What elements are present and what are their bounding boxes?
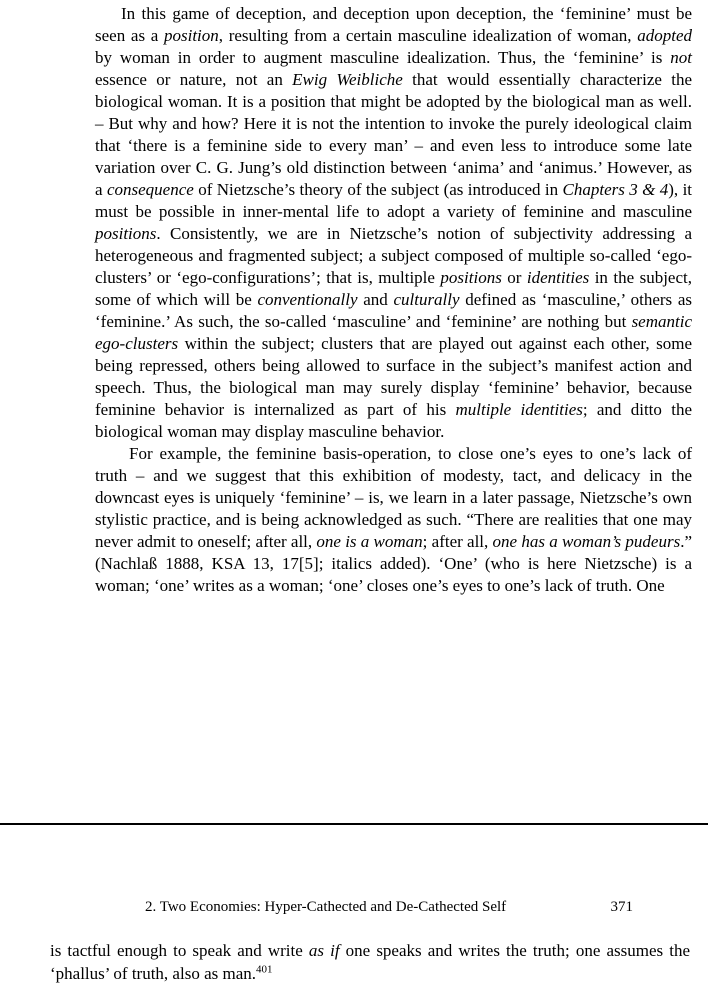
paragraph: For example, the feminine basis-operation, to close one’s eyes to one’s lack of truth – and we suggest that this exhibition of modesty, tact, and delicacy in the downcast eyes is uniquely ‘feminine’ – is, we learn in a later passage, Nietzsche’s own stylistic practice, and is being acknowledged as such. “There are realities that one may never admit to oneself; after all, one is a woman; after all, one has a woman’s pudeurs.” (Nachlaß 1888, KSA 13, 17[5]; italics added). ‘One’ (who is here Nietzsche) is a woman; ‘one’ writes as a woman; ‘one’ closes one’s eyes to one’s lack of truth. One bbox=[95, 444, 692, 595]
page-number: 371 bbox=[610, 899, 633, 915]
chapter-title: 2. Two Economies: Hyper-Cathected and De-Cathected Self bbox=[145, 899, 507, 915]
paragraph: In this game of deception, and deception upon deception, the ‘feminine’ must be seen as a position, resulting from a certain masculine idealization of woman, adopted by woman in order to augment masculine idealization. Thus, the ‘feminine’ is not essence or nature, not an Ewig Weibliche that would essentially characterize the biological woman. It is a position that might be adopted by the biological man as well. – But why and how? Here it is not the intention to invoke the purely ideological claim that ‘there is a feminine side to every man’ – and even less to introduce some late variation over C. G. Jung’s old distinction between ‘anima’ and ‘animus.’ However, as a consequence of Nietzsche’s theory of the subject (as introduced in Chapters 3 & 4), it must be possible in inner-mental life to adopt a variety of feminine and masculine positions. Consistently, we are in Nietzsche’s notion of subjectivity addressing a heterogeneous and fragmented subject; a subject composed of multiple so-called ‘ego-clusters’ or ‘ego-configurations’; that is, multiple positions or identities in the subject, some of which will be conventionally and culturally defined as ‘masculine,’ others as ‘feminine.’ As such, the so-called ‘masculine’ and ‘feminine’ are nothing but semantic ego-clusters within the subject; clusters that are played out against each other, some being repressed, others being allowed to surface in the subject’s manifest action and speech. Thus, the biological man may surely display ‘feminine’ behavior, because feminine behavior is internalized as part of his multiple identities; and ditto the biological woman may display masculine behavior. bbox=[95, 4, 693, 441]
running-header bbox=[145, 898, 633, 917]
main-text-block bbox=[95, 3, 692, 597]
continuation-text-block bbox=[50, 939, 690, 985]
page-divider-line bbox=[0, 823, 708, 825]
paragraph: is tactful enough to speak and write as if one speaks and writes the truth; one assumes the ‘phallus’ of truth, also as man.$^{401}$ bbox=[50, 941, 690, 983]
